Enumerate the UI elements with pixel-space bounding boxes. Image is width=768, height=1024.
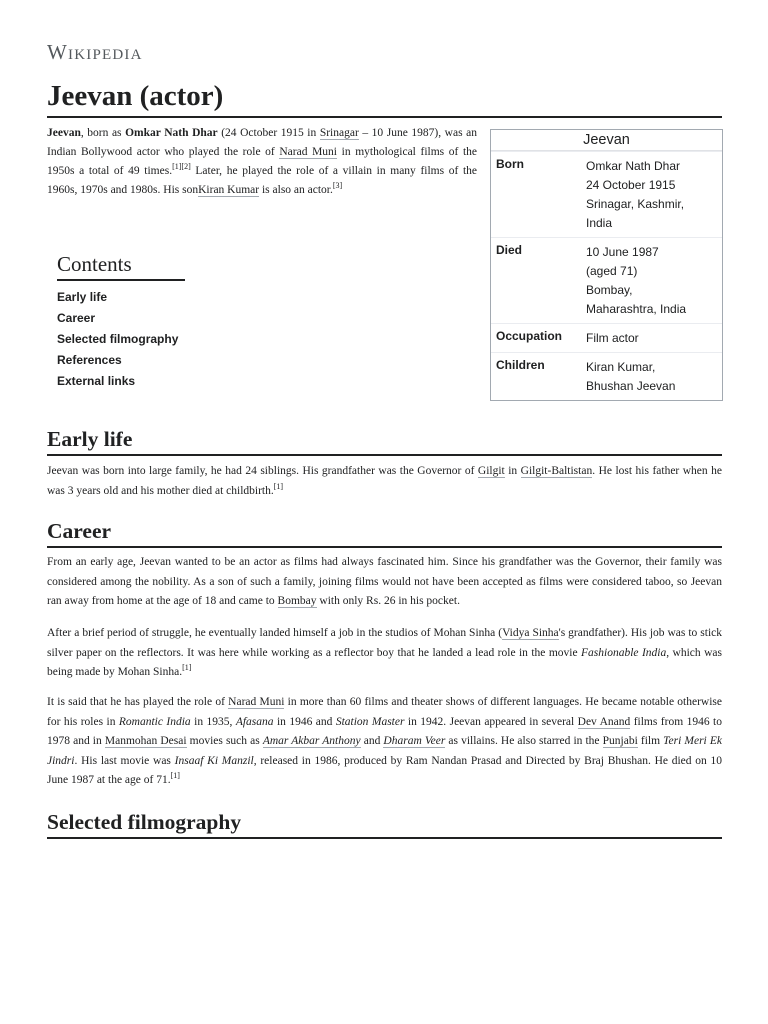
infobox-row-born: [491, 151, 722, 237]
infobox-value-line: (aged 71): [586, 264, 638, 278]
link-gilgit-baltistan[interactable]: Gilgit-Baltistan: [520, 465, 593, 477]
toc-item-references[interactable]: References: [57, 353, 122, 367]
paragraph-text: films from 1946 to 1978 and in: [47, 715, 722, 747]
infobox-label: Occupation: [496, 329, 563, 343]
link-gilgit[interactable]: Gilgit: [477, 465, 505, 477]
link-punjabi[interactable]: Punjabi: [602, 735, 638, 747]
paragraph-text: in 1946 and: [273, 715, 336, 728]
heading-career: Career: [47, 518, 722, 548]
paragraph-text: It is said that he has played the role of: [47, 696, 229, 708]
subject-name: Jeevan: [47, 127, 81, 139]
infobox-value-line: Kiran Kumar,: [586, 360, 656, 374]
film-title: Station Master: [335, 715, 405, 728]
reference-2[interactable]: [2]: [181, 162, 191, 172]
link-manmohan-desai[interactable]: Manmohan Desai: [104, 735, 187, 747]
infobox-label: Died: [496, 243, 523, 257]
paragraph-text: with only Rs. 26 in his pocket.: [316, 595, 460, 607]
toc-item-selected-filmography[interactable]: Selected filmography: [57, 332, 179, 346]
link-bombay[interactable]: Bombay: [277, 595, 317, 607]
infobox-label: Born: [496, 157, 524, 171]
infobox-value-line: Srinagar, Kashmir,: [586, 197, 685, 211]
lead-text: , born as: [80, 127, 126, 139]
infobox-value-line: Omkar Nath Dhar: [586, 159, 681, 173]
link-narad-muni[interactable]: Narad Muni: [279, 146, 338, 158]
paragraph-text: , released in 1986, produced by Ram Nandan Prasad and Directed by Braj Bhushan. He died on 10 June 1987 at the age of 71.: [47, 754, 723, 786]
link-dev-anand[interactable]: Dev Anand: [577, 715, 631, 728]
reference-1[interactable]: [1]: [182, 663, 192, 673]
table-of-contents: [57, 252, 247, 392]
paragraph-text: in 1942. Jeevan appeared in several: [404, 715, 578, 728]
infobox-value-line: Maharashtra, India: [586, 302, 687, 316]
lead-paragraph: [47, 124, 477, 200]
lead-text: – 10 June 1987), was an Indian Bollywood actor who played the role of: [47, 127, 477, 158]
lead-text: (24 October 1915 in: [217, 127, 320, 139]
infobox-value-line: Bhushan Jeevan: [586, 379, 676, 393]
paragraph-text: . He lost his father when he was 3 years old and his mother died at childbirth.: [47, 465, 722, 497]
lead-text: is also an actor.: [259, 184, 333, 196]
infobox-row-children: [491, 352, 722, 400]
paragraph-text: , which was being made by Mohan Sinha.: [47, 646, 722, 678]
link-amar-akbar-anthony[interactable]: Amar Akbar Anthony: [262, 735, 361, 747]
infobox-value-line: Bombay,: [586, 283, 633, 297]
film-title: Insaaf Ki Manzil: [174, 754, 254, 767]
link-kiran-kumar[interactable]: Kiran Kumar: [198, 184, 260, 196]
paragraph-text: From an early age, Jeevan wanted to be an actor as films had always fascinated him. Since his grandfather was the Governor, their family was considered among the nobility. As a son of such a family, joining films would not have been accepted as films were considered taboo, so Jeevan ran away from home at the age of 18 and came to: [47, 556, 722, 607]
paragraph-text: Jeevan was born into large family, he had 24 siblings. His grandfather was the Governor of: [47, 465, 478, 477]
paragraph-text: . His last movie was: [74, 754, 175, 767]
wikipedia-logo[interactable]: Wikipedia: [47, 40, 143, 64]
infobox-row-occupation: [491, 323, 722, 352]
infobox-value-line: 10 June 1987: [586, 245, 659, 259]
career-paragraph-1: [47, 553, 722, 612]
toc-item-career[interactable]: Career: [57, 311, 96, 325]
toc-item-early-life[interactable]: Early life: [57, 290, 108, 304]
reference-1[interactable]: [1]: [170, 771, 180, 781]
infobox-label: Children: [496, 358, 545, 372]
infobox-value: [581, 152, 722, 237]
reference-1[interactable]: [1]: [172, 162, 182, 172]
reference-3[interactable]: [3]: [332, 181, 343, 191]
lead-text: Later, he played the role of a villain in many films of the 1960s, 1970s and 1980s. His son: [47, 165, 477, 196]
infobox-caption: Jeevan: [491, 130, 722, 151]
heading-selected-filmography: Selected filmography: [47, 809, 722, 839]
film-title: Romantic India: [118, 715, 191, 728]
infobox-value-line: Film actor: [586, 331, 639, 345]
career-paragraph-3: [47, 693, 722, 791]
link-dharam-veer[interactable]: Dharam Veer: [383, 735, 446, 747]
film-title: Afasana: [235, 715, 274, 728]
infobox-value: [581, 324, 722, 352]
paragraph-text: in 1935,: [190, 715, 236, 728]
film-title: Fashionable India: [581, 646, 667, 659]
paragraph-text: movies such as: [186, 735, 263, 747]
paragraph-text: film: [637, 735, 664, 747]
paragraph-text: in more than 60 films and theater shows of different languages. He became notable otherwise for his roles in: [47, 696, 722, 728]
link-narad-muni[interactable]: Narad Muni: [228, 696, 285, 708]
toc-title: Contents: [57, 252, 185, 281]
lead-text: in mythological films of the 1950s a total of 49 times.: [47, 146, 477, 177]
paragraph-text: in: [504, 465, 521, 477]
toc-item-external-links[interactable]: External links: [57, 374, 136, 388]
page-title: Jeevan (actor): [47, 78, 722, 118]
career-paragraph-2: [47, 624, 722, 683]
infobox: [490, 129, 723, 401]
reference-1[interactable]: [1]: [273, 481, 284, 491]
paragraph-text: After a brief period of struggle, he eventually landed himself a job in the studios of Mohan Sinha (: [47, 627, 503, 639]
paragraph-text: and: [360, 735, 384, 747]
early-life-paragraph: [47, 462, 722, 501]
link-vidya-sinha[interactable]: Vidya Sinha: [502, 627, 559, 639]
infobox-row-died: [491, 237, 722, 323]
link-srinagar[interactable]: Srinagar: [319, 127, 359, 139]
infobox-value-line: India: [586, 216, 613, 230]
infobox-value: [581, 238, 722, 323]
infobox-value-line: 24 October 1915: [586, 178, 676, 192]
heading-early-life: Early life: [47, 426, 722, 456]
film-title: Teri Meri Ek Jindri: [47, 735, 722, 767]
infobox-value: [581, 353, 722, 400]
paragraph-text: as villains. He also starred in the: [445, 735, 603, 747]
paragraph-text: 's grandfather). His job was to stick silver paper on the reflectors. It was here while working as a reflector boy that he landed a lead role in the movie: [47, 627, 723, 659]
birth-name: Omkar Nath Dhar: [125, 127, 218, 139]
